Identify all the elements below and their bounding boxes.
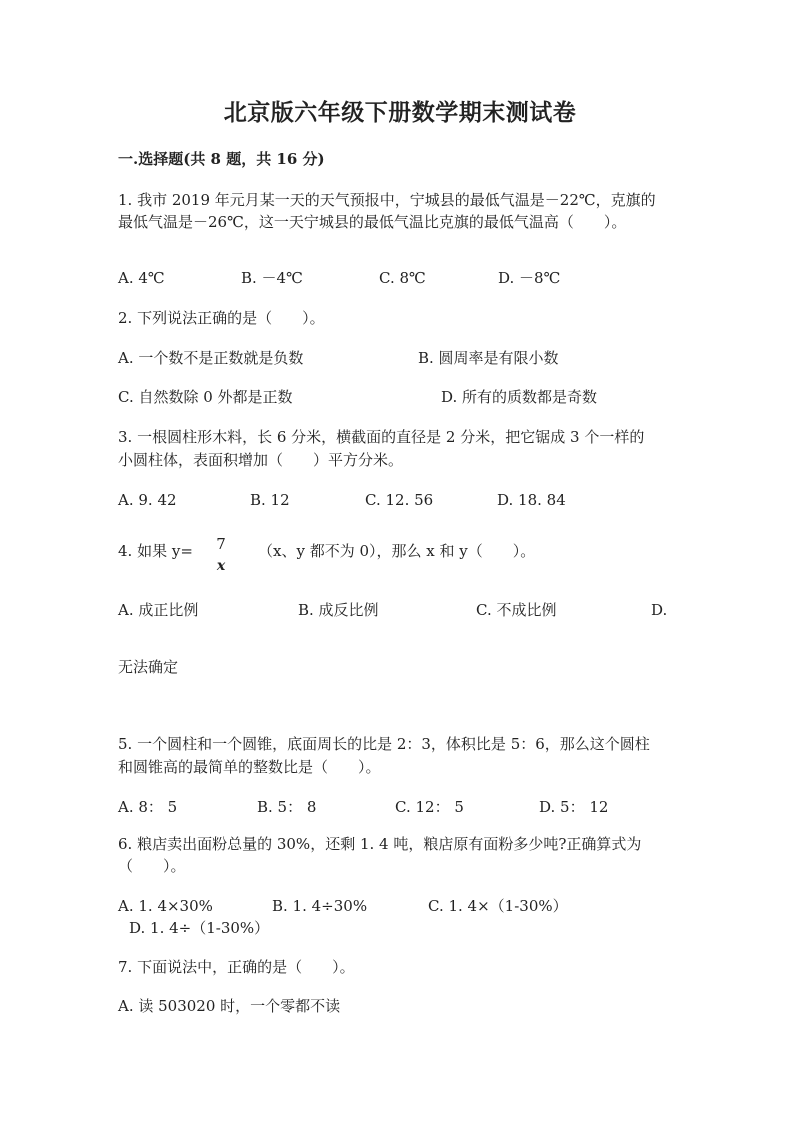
question-1-text-line-2: 最低气温是－26℃，这一天宁城县的最低气温比克旗的最低气温高（ ）。 bbox=[118, 213, 627, 231]
question-5-text-line-1: 5. 一个圆柱和一个圆锥，底面周长的比是 2：3，体积比是 5：6，那么这个圆柱 bbox=[118, 735, 650, 753]
question-1-option-b: B. －4℃ bbox=[241, 269, 303, 287]
question-2-option-a: A. 一个数不是正数就是负数 bbox=[118, 349, 304, 367]
question-7-option-a: A. 读 503020 时，一个零都不读 bbox=[118, 997, 341, 1015]
question-3-option-b: B. 12 bbox=[250, 491, 290, 509]
question-2-text: 2. 下列说法正确的是（ ）。 bbox=[118, 309, 325, 327]
page-title: 北京版六年级下册数学期末测试卷 bbox=[223, 99, 577, 126]
question-2-option-c: C. 自然数除 0 外都是正数 bbox=[118, 388, 293, 406]
question-4-option-d-continued: 无法确定 bbox=[118, 658, 179, 676]
question-1-option-a: A. 4℃ bbox=[118, 269, 165, 287]
question-2-option-b: B. 圆周率是有限小数 bbox=[418, 349, 559, 367]
question-4-option-c: C. 不成比例 bbox=[476, 601, 557, 619]
question-3-text-line-2: 小圆柱体，表面积增加（ ）平方分米。 bbox=[118, 451, 404, 469]
question-1-option-d: D. －8℃ bbox=[498, 269, 561, 287]
question-5-option-b: B. 5： 8 bbox=[257, 798, 317, 816]
question-4-option-b: B. 成反比例 bbox=[298, 601, 379, 619]
question-6-option-a: A. 1. 4×30% bbox=[118, 897, 213, 915]
question-6-option-b: B. 1. 4÷30% bbox=[272, 897, 368, 915]
question-6-option-d: D. 1. 4÷（1-30%） bbox=[129, 919, 270, 937]
question-6-text-line-1: 6. 粮店卖出面粉总量的 30%，还剩 1. 4 吨，粮店原有面粉多少吨?正确算式为 bbox=[118, 835, 642, 853]
question-3-option-c: C. 12. 56 bbox=[365, 491, 434, 509]
question-5-option-d: D. 5： 12 bbox=[539, 798, 609, 816]
fraction-7-over-x bbox=[212, 536, 230, 574]
question-4-option-d: D. bbox=[651, 601, 668, 619]
question-6-text-line-2: （ ）。 bbox=[118, 857, 186, 875]
question-4-text-prefix: 4. 如果 y= bbox=[118, 542, 193, 560]
question-3-option-a: A. 9. 42 bbox=[118, 491, 177, 509]
question-5-option-c: C. 12： 5 bbox=[395, 798, 464, 816]
question-7-text: 7. 下面说法中，正确的是（ ）。 bbox=[118, 958, 355, 976]
question-3-option-d: D. 18. 84 bbox=[497, 491, 566, 509]
question-6-option-c: C. 1. 4×（1-30%） bbox=[428, 897, 568, 915]
question-4-option-a: A. 成正比例 bbox=[118, 601, 199, 619]
question-1-text-line-1: 1. 我市 2019 年元月某一天的天气预报中，宁城县的最低气温是－22℃，克旗的 bbox=[118, 191, 656, 209]
fraction-numerator: 7 bbox=[216, 535, 226, 553]
question-5-option-a: A. 8： 5 bbox=[118, 798, 178, 816]
question-1-option-c: C. 8℃ bbox=[379, 269, 426, 287]
question-2-option-d: D. 所有的质数都是奇数 bbox=[441, 388, 598, 406]
fraction-denominator: x bbox=[216, 558, 226, 574]
section-heading: 一.选择题(共 8 题，共 16 分) bbox=[118, 150, 325, 168]
question-5-text-line-2: 和圆锥高的最简单的整数比是（ ）。 bbox=[118, 758, 381, 776]
question-3-text-line-1: 3. 一根圆柱形木料，长 6 分米，横截面的直径是 2 分米，把它锯成 3 个一样的 bbox=[118, 428, 645, 446]
question-4-text-suffix: （x、y 都不为 0），那么 x 和 y（ ）。 bbox=[258, 542, 536, 560]
